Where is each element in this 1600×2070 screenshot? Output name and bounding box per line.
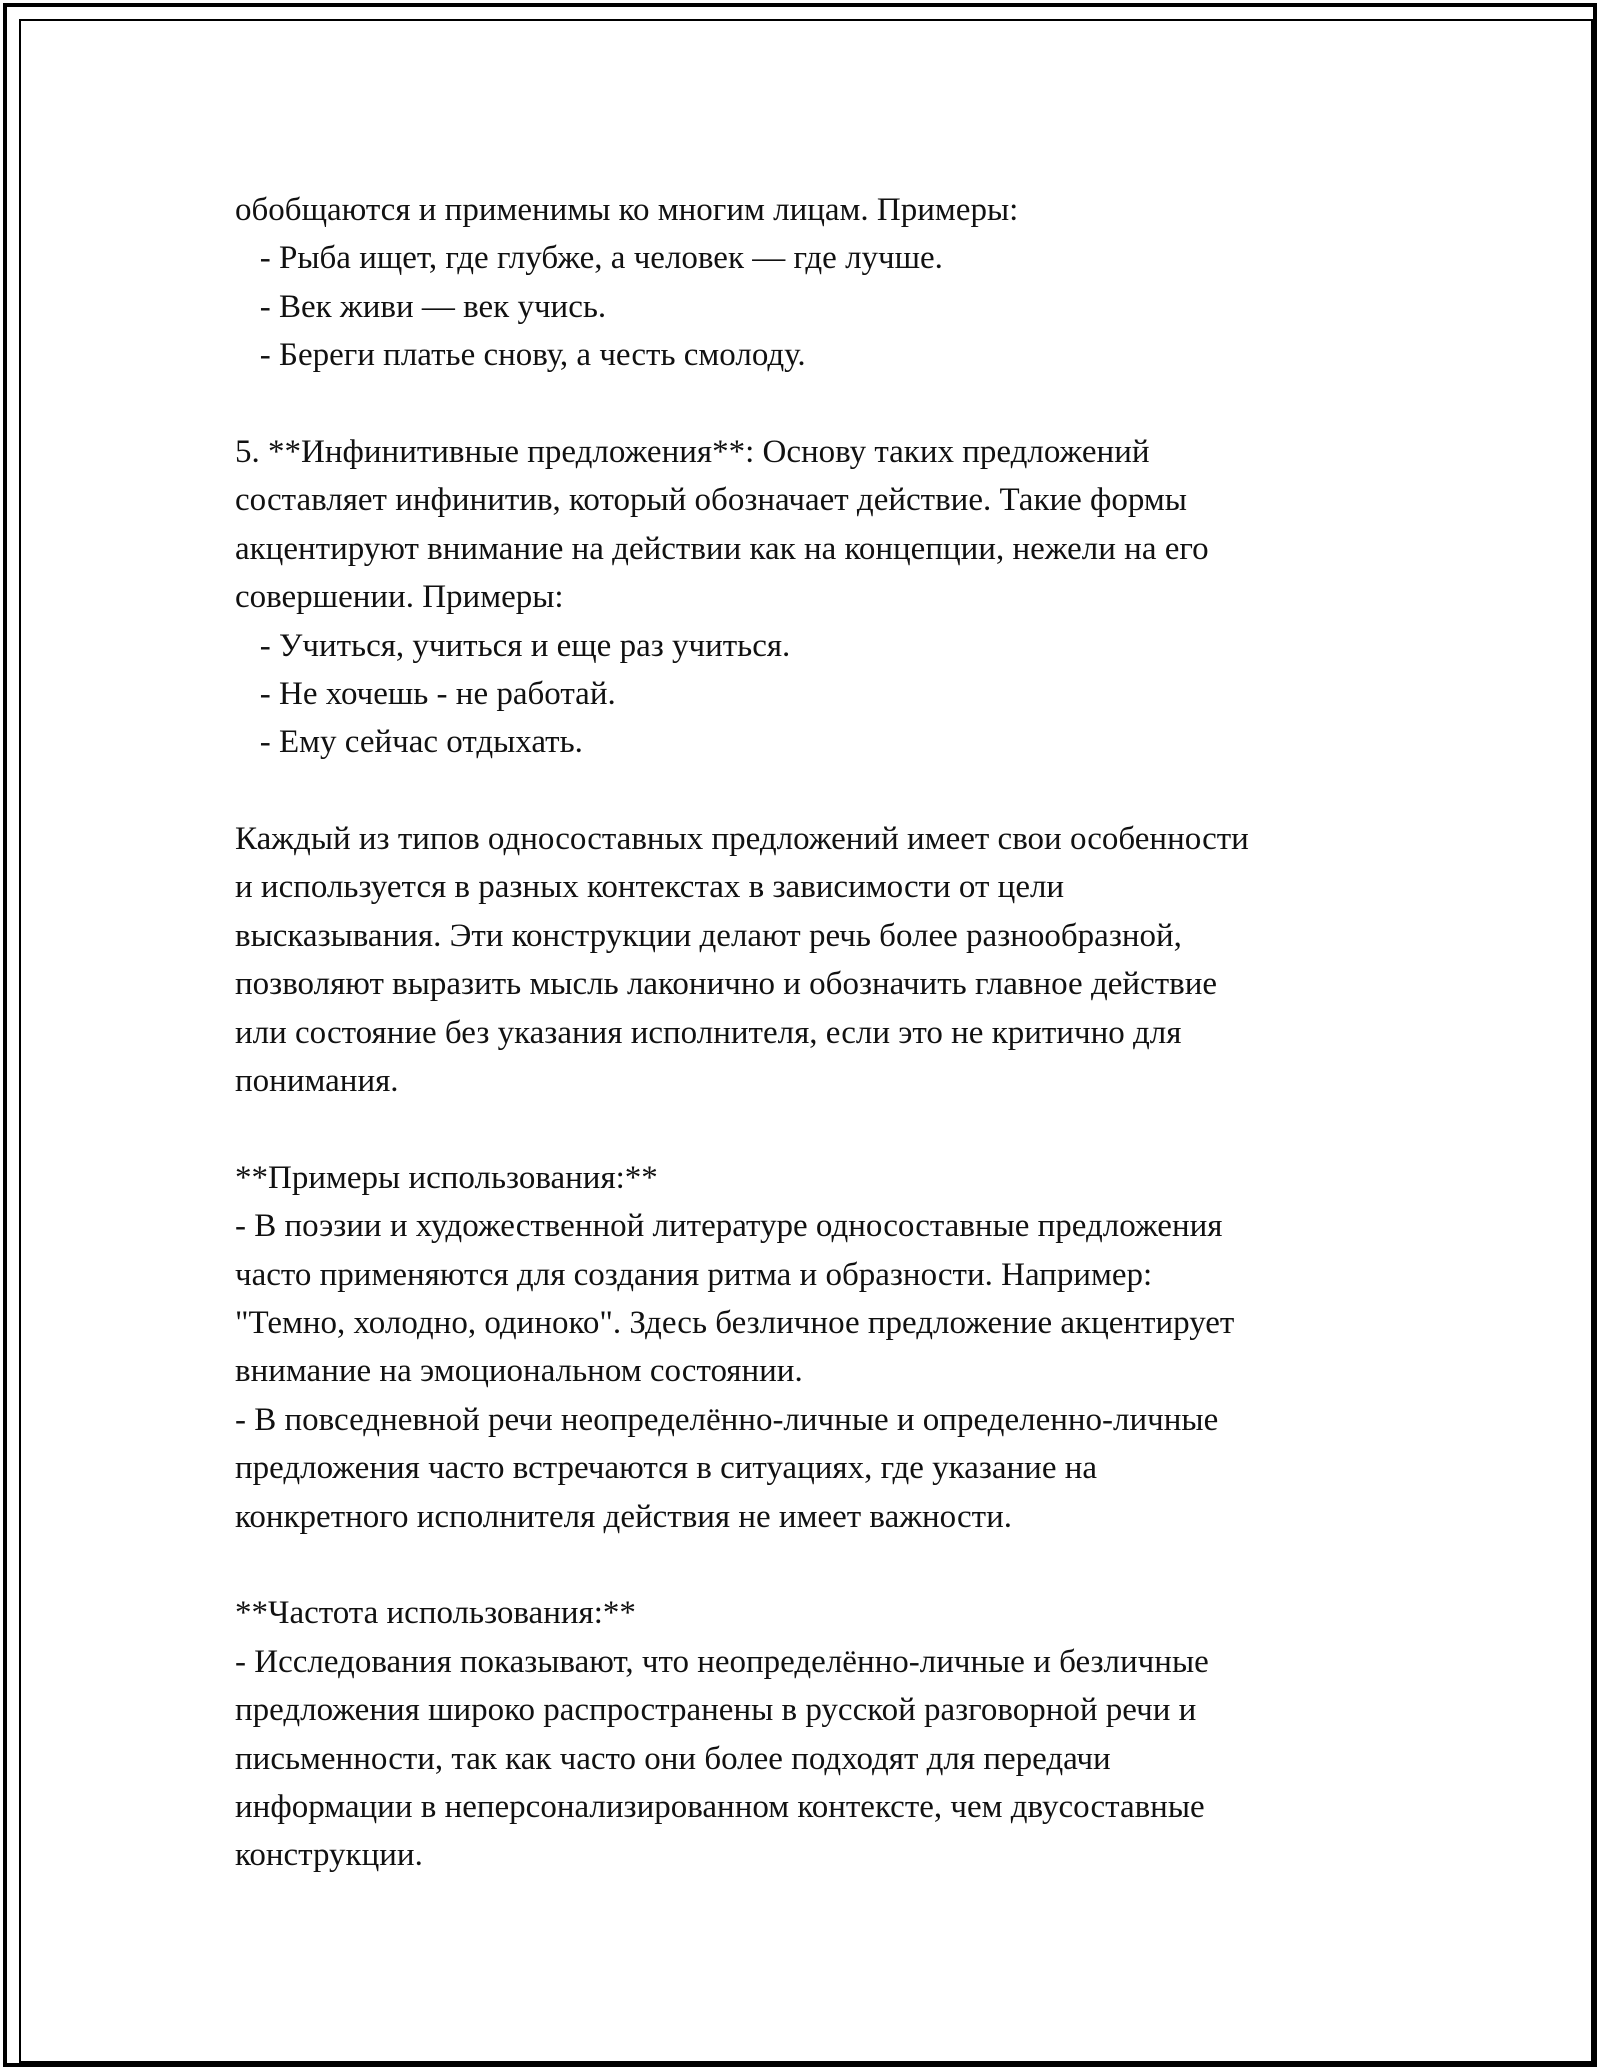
text-line: информации в неперсонализированном контексте, чем двусоставные bbox=[235, 1788, 1205, 1825]
text-line: Каждый из типов односоставных предложений имеет свои особенности bbox=[235, 821, 1249, 858]
list-item: - Береги платье снову, а честь смолоду. bbox=[235, 337, 806, 374]
section-heading: **Частота использования:** bbox=[235, 1595, 636, 1632]
text-line: - В поэзии и художественной литературе односоставные предложения bbox=[235, 1208, 1223, 1245]
text-line: обобщаются и применимы ко многим лицам. Примеры: bbox=[235, 192, 1019, 228]
text-line: конструкции. bbox=[235, 1837, 423, 1874]
blank-line bbox=[235, 767, 1415, 815]
text-line: совершении. Примеры: bbox=[235, 579, 564, 616]
section-heading: **Примеры использования:** bbox=[235, 1159, 658, 1196]
text-line: часто применяются для создания ритма и образности. Например: bbox=[235, 1256, 1153, 1293]
blank-line bbox=[235, 1105, 1415, 1153]
blank-line bbox=[235, 1541, 1415, 1589]
text-line: конкретного исполнителя действия не имеет важности. bbox=[235, 1498, 1012, 1535]
text-line: высказывания. Эти конструкции делают речь более разнообразной, bbox=[235, 917, 1182, 954]
text-line: или состояние без указания исполнителя, если это не критично для bbox=[235, 1014, 1182, 1051]
document-body bbox=[235, 186, 1415, 1880]
list-item: - Рыба ищет, где глубже, а человек — где лучше. bbox=[235, 240, 943, 277]
text-line: акцентируют внимание на действии как на концепции, нежели на его bbox=[235, 530, 1209, 567]
text-line: предложения широко распространены в русской разговорной речи и bbox=[235, 1692, 1197, 1729]
text-line: - Исследования показывают, что неопределённо-личные и безличные bbox=[235, 1643, 1209, 1680]
text-line: "Темно, холодно, одиноко". Здесь безличное предложение акцентирует bbox=[235, 1304, 1235, 1341]
text-line: составляет инфинитив, который обозначает действие. Такие формы bbox=[235, 482, 1187, 519]
section-heading-line: 5. **Инфинитивные предложения**: Основу таких предложений bbox=[235, 433, 1150, 470]
text-line: письменности, так как часто они более подходят для передачи bbox=[235, 1740, 1111, 1777]
list-item: - Век живи — век учись. bbox=[235, 288, 607, 325]
text-line: и используется в разных контекстах в зависимости от цели bbox=[235, 869, 1065, 906]
list-item: - Не хочешь - не работай. bbox=[235, 675, 616, 712]
list-item: - Учиться, учиться и еще раз учиться. bbox=[235, 627, 791, 664]
list-item: - Ему сейчас отдыхать. bbox=[235, 724, 583, 761]
text-line: - В повседневной речи неопределённо-личные и определенно-личные bbox=[235, 1401, 1219, 1438]
text-line: позволяют выразить мысль лаконично и обозначить главное действие bbox=[235, 966, 1218, 1003]
blank-line bbox=[235, 380, 1415, 428]
text-line: внимание на эмоциональном состоянии. bbox=[235, 1353, 803, 1390]
text-line: понимания. bbox=[235, 1063, 399, 1100]
text-line: предложения часто встречаются в ситуациях, где указание на bbox=[235, 1450, 1098, 1487]
